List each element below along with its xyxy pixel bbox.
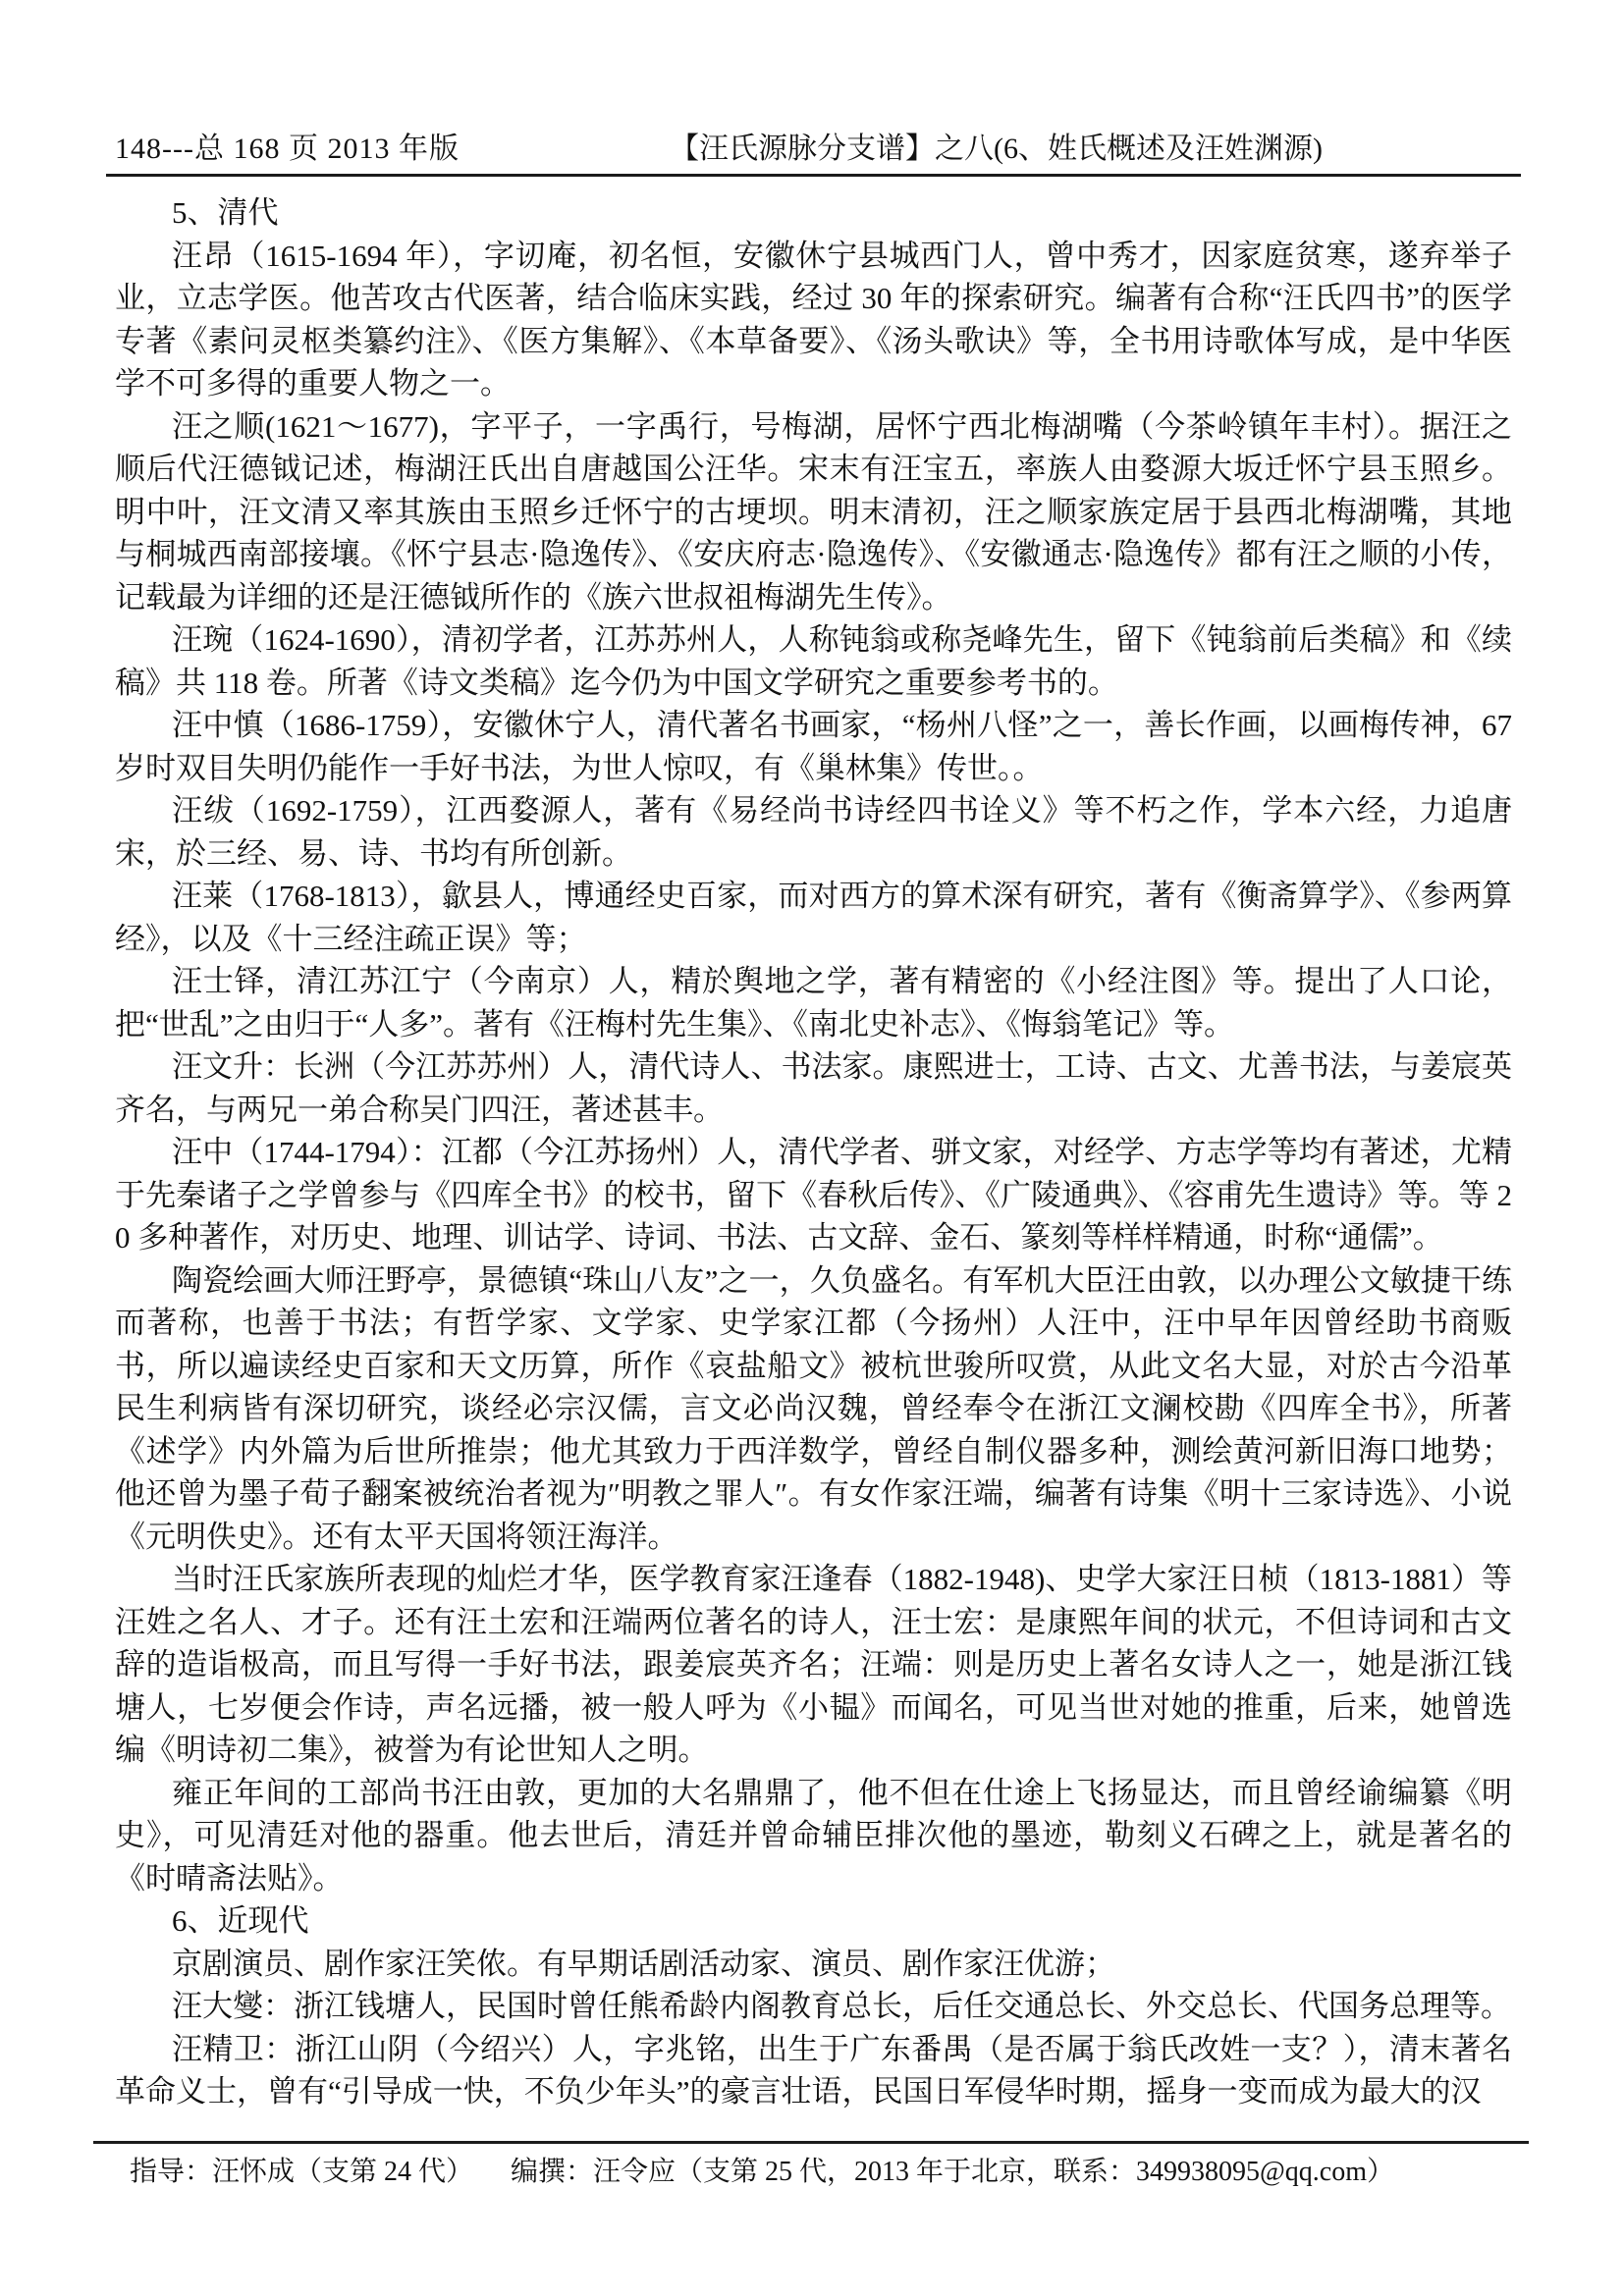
paragraph: 陶瓷绘画大师汪野亭，景德镇“珠山八友”之一，久负盛名。有军机大臣汪由敦，以办理公文敏捷干练而著称，也善于书法；有哲学家、文学家、史学家江都（今扬州）人汪中，汪中早年因曾经助书商贩书，所以遍读经史百家和天文历算，所作《哀盐船文》被杭世骏所叹赏，从此文名大显，对於古今沿革民生利病皆有深切研究，谈经必宗汉儒，言文必尚汉魏，曾经奉令在浙江文澜校勘《四库全书》，所著《述学》内外篇为后世所推崇；他尤其致力于西洋数学，曾经自制仪器多种，测绘黄河新旧海口地势；他还曾为墨子荀子翻案被统治者视为″明教之罪人″。有女作家汪端，编著有诗集《明十三家诗选》、小说《元明佚史》。还有太平天国将领汪海洋。	[115, 1262, 1512, 1554]
paragraph: 汪士铎，清江苏江宁（今南京）人，精於舆地之学，著有精密的《小经注图》等。提出了人口论，把“世乱”之由归于“人多”。著有《汪梅村先生集》、《南北史补志》、《悔翁笔记》等。	[115, 964, 1512, 1041]
document-body	[115, 191, 1512, 2113]
paragraph: 汪精卫：浙江山阴（今绍兴）人，字兆铭，出生于广东番禺（是否属于翁氏改姓一支？），清末著名革命义士，曾有“引导成一快，不负少年头”的豪言壮语，民国日军侵华时期，摇身一变而成为最大的汉	[115, 2031, 1512, 2109]
book-title: 【汪氏源脉分支谱】之八(6、姓氏概述及汪姓渊源)	[670, 133, 1323, 165]
paragraph: 京剧演员、剧作家汪笑侬。有早期话剧活动家、演员、剧作家汪优游；	[172, 1946, 1115, 1981]
paragraph: 当时汪氏家族所表现的灿烂才华，医学教育家汪逢春（1882-1948)、史学大家汪日桢（1813-1881）等汪姓之名人、才子。还有汪土宏和汪端两位著名的诗人，汪士宏：是康熙年间的状元，不但诗词和古文辞的造诣极高，而且写得一手好书法，跟姜宸英齐名；汪端：则是历史上著名女诗人之一，她是浙江钱塘人，七岁便会作诗，声名远播，被一般人呼为《小韫》而闻名，可见当世对她的推重，后来，她曾选编《明诗初二集》，被誉为有论世知人之明。	[115, 1562, 1512, 1767]
page-header	[115, 133, 1512, 165]
paragraph: 汪中（1744-1794）：江都（今江苏扬州）人，清代学者、骈文家，对经学、方志学等均有著述，尤精于先秦诸子之学曾参与《四库全书》的校书，留下《春秋后传》、《广陵通典》、《容甫先生遗诗》等。等 20 多种著作，对历史、地理、训诂学、诗词、书法、古文辞、金石、篆刻等样样精通，时称“通儒”。	[115, 1135, 1512, 1255]
footer-mentor: 指导：汪怀成（支第 24 代）	[130, 2157, 474, 2187]
section-heading: 6、近现代	[172, 1903, 309, 1938]
paragraph: 汪中慎（1686-1759），安徽休宁人，清代著名书画家，“杨州八怪”之一，善长作画，以画梅传神，67 岁时双目失明仍能作一手好书法，为世人惊叹，有《巢林集》传世。。	[115, 708, 1512, 785]
page-number-edition: 148---总 168 页 2013 年版	[115, 133, 460, 165]
paragraph: 汪文升：长洲（今江苏苏州）人，清代诗人、书法家。康熙进士，工诗、古文、尤善书法，与姜宸英齐名，与两兄一弟合称吴门四汪，著述甚丰。	[115, 1049, 1512, 1127]
header-rule	[106, 174, 1521, 177]
paragraph: 汪莱（1768-1813），歙县人，博通经史百家，而对西方的算术深有研究，著有《衡斋算学》、《参两算经》，以及《十三经注疏正误》等；	[115, 879, 1512, 956]
paragraph: 汪大燮：浙江钱塘人，民国时曾任熊希龄内阁教育总长，后任交通总长、外交总长、代国务总理等。	[172, 1989, 1511, 2023]
section-heading: 5、清代	[172, 195, 279, 230]
footer-editor: 编撰：汪令应（支第 25 代，2013 年于北京，联系：349938095@qq.com）	[511, 2157, 1395, 2187]
page-footer	[93, 2141, 1529, 2188]
paragraph: 雍正年间的工部尚书汪由敦，更加的大名鼎鼎了，他不但在仕途上飞扬显达，而且曾经谕编纂《明史》，可见清廷对他的器重。他去世后，清廷并曾命辅臣排次他的墨迹，勒刻义石碑之上，就是著名的《时晴斋法贴》。	[115, 1775, 1512, 1896]
paragraph: 汪之顺(1621～1677)，字平子，一字禹行，号梅湖，居怀宁西北梅湖嘴（今茶岭镇年丰村）。据汪之顺后代汪德钺记述，梅湖汪氏出自唐越国公汪华。宋末有汪宝五，率族人由婺源大坂迁怀宁县玉照乡。明中叶，汪文清又率其族由玉照乡迁怀宁的古埂坝。明末清初，汪之顺家族定居于县西北梅湖嘴，其地与桐城西南部接壤。《怀宁县志·隐逸传》、《安庆府志·隐逸传》、《安徽通志·隐逸传》都有汪之顺的小传，记载最为详细的还是汪德钺所作的《族六世叔祖梅湖先生传》。	[115, 408, 1512, 614]
paragraph: 汪绂（1692-1759），江西婺源人，著有《易经尚书诗经四书诠义》等不朽之作，学本六经，力追唐宋，於三经、易、诗、书均有所创新。	[115, 793, 1512, 871]
paragraph: 汪琬（1624-1690），清初学者，江苏苏州人，人称钝翁或称尧峰先生，留下《钝翁前后类稿》和《续稿》共 118 卷。所著《诗文类稿》迄今仍为中国文学研究之重要参考书的。	[115, 622, 1512, 700]
paragraph: 汪昂（1615-1694 年），字讱庵，初名恒，安徽休宁县城西门人，曾中秀才，因家庭贫寒，遂弃举子业，立志学医。他苦攻古代医著，结合临床实践，经过 30 年的探索研究。编著有合称“汪氏四书”的医学专著《素问灵枢类纂约注》、《医方集解》、《本草备要》、《汤头歌诀》等，全书用诗歌体写成，是中华医学不可多得的重要人物之一。	[115, 238, 1512, 400]
